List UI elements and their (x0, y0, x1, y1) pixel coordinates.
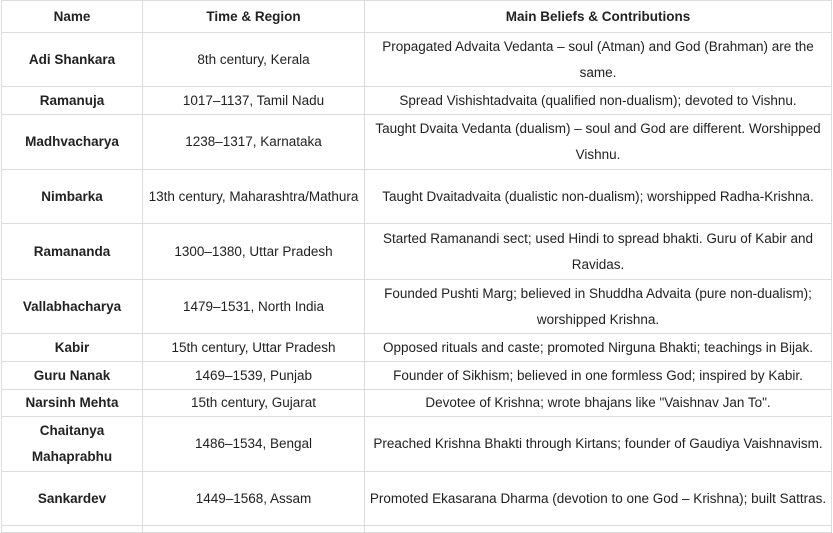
cell-name: Ramanuja (2, 87, 143, 115)
cell-beliefs: Devotee of Krishna; wrote bhajans like "Vaishnav Jan To". (365, 390, 832, 417)
cell-name: Nimbarka (2, 170, 143, 224)
cell-empty (143, 526, 365, 533)
cell-beliefs: Spread Vishishtadvaita (qualified non-dualism); devoted to Vishnu. (365, 87, 832, 115)
cell-name: Vallabhacharya (2, 280, 143, 334)
cell-name: Kabir (2, 334, 143, 362)
table-row (2, 417, 832, 472)
cell-time-region: 8th century, Kerala (143, 33, 365, 87)
cell-beliefs: Founded Pushti Marg; believed in Shuddha Advaita (pure non-dualism); worshipped Krishna. (365, 280, 832, 334)
table-row (2, 224, 832, 280)
cell-beliefs: Preached Krishna Bhakti through Kirtans; founder of Gaudiya Vaishnavism. (365, 417, 832, 472)
cell-time-region: 1449–1568, Assam (143, 472, 365, 526)
cell-time-region: 1300–1380, Uttar Pradesh (143, 224, 365, 280)
table-row (2, 472, 832, 526)
table-row (2, 362, 832, 390)
column-header-beliefs: Main Beliefs & Contributions (365, 1, 832, 33)
cell-name: Adi Shankara (2, 33, 143, 87)
cell-name: Guru Nanak (2, 362, 143, 390)
table-row (2, 280, 832, 334)
column-header-time-region: Time & Region (143, 1, 365, 33)
cell-beliefs: Propagated Advaita Vedanta – soul (Atman) and God (Brahman) are the same. (365, 33, 832, 87)
bhakti-saints-table (1, 0, 832, 533)
cell-empty (365, 526, 832, 533)
table-header-row (2, 1, 832, 33)
cell-time-region: 1479–1531, North India (143, 280, 365, 334)
column-header-name: Name (2, 1, 143, 33)
cell-time-region: 1486–1534, Bengal (143, 417, 365, 472)
cell-time-region: 1469–1539, Punjab (143, 362, 365, 390)
cell-name: Narsinh Mehta (2, 390, 143, 417)
table-row (2, 87, 832, 115)
table-row (2, 170, 832, 224)
cell-time-region: 15th century, Uttar Pradesh (143, 334, 365, 362)
cell-time-region: 13th century, Maharashtra/Mathura (143, 170, 365, 224)
table-row (2, 334, 832, 362)
cell-beliefs: Taught Dvaitadvaita (dualistic non-dualism); worshipped Radha-Krishna. (365, 170, 832, 224)
cell-time-region: 15th century, Gujarat (143, 390, 365, 417)
cell-name: Ramananda (2, 224, 143, 280)
cell-name: Madhvacharya (2, 115, 143, 170)
cell-name: Sankardev (2, 472, 143, 526)
cell-beliefs: Started Ramanandi sect; used Hindi to spread bhakti. Guru of Kabir and Ravidas. (365, 224, 832, 280)
cell-beliefs: Opposed rituals and caste; promoted Nirguna Bhakti; teachings in Bijak. (365, 334, 832, 362)
table-row (2, 115, 832, 170)
table-row (2, 33, 832, 87)
table-row-partial (2, 526, 832, 533)
cell-time-region: 1238–1317, Karnataka (143, 115, 365, 170)
cell-name: Chaitanya Mahaprabhu (2, 417, 143, 472)
cell-beliefs: Founder of Sikhism; believed in one formless God; inspired by Kabir. (365, 362, 832, 390)
table-row (2, 390, 832, 417)
cell-beliefs: Promoted Ekasarana Dharma (devotion to one God – Krishna); built Sattras. (365, 472, 832, 526)
cell-beliefs: Taught Dvaita Vedanta (dualism) – soul and God are different. Worshipped Vishnu. (365, 115, 832, 170)
cell-time-region: 1017–1137, Tamil Nadu (143, 87, 365, 115)
cell-empty (2, 526, 143, 533)
